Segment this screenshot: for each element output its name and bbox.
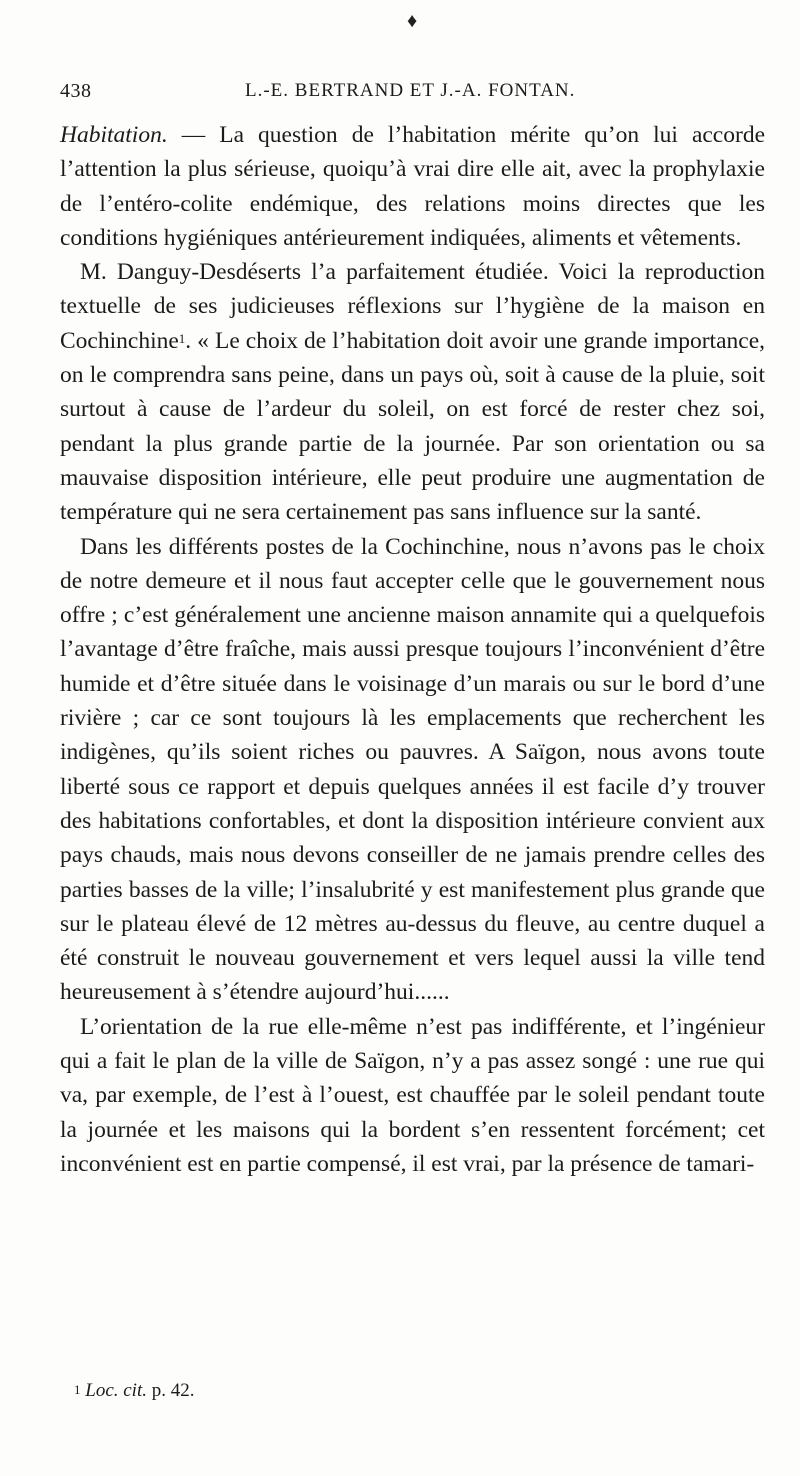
main-text — [60, 118, 765, 1181]
footnote-marker: 1 — [74, 1382, 81, 1397]
footnote-page: p. 42. — [147, 1380, 195, 1401]
printer-mark: ♦ — [407, 10, 418, 32]
paragraph-habitation — [60, 118, 765, 255]
footnote-source: Loc. cit. — [85, 1380, 147, 1401]
paragraph-text: . « Le choix de l’habitation doit avoir une grande importance, on le comprendra sans peine, dans un pays où, soit à cause de la pluie, soit surtout à cause de l’ardeur du soleil, on est forcé de rester chez soi, pendant la plus grande partie de la journée. Par son orientation ou sa mauvaise disposition intérieure, elle peut produire une augmentation de température qui ne sera certainement pas sans influence sur la santé. — [60, 327, 765, 526]
page-number: 438 — [60, 80, 92, 102]
section-lead: Habitation. — [60, 122, 168, 148]
paragraph-text: Dans les différents postes de la Cochinchine, nous n’avons pas le choix de notre demeure et il nous faut accepter celle que le gouvernement nous offre ; c’est généralement une ancienne maison annamite qui a quelquefois l’avantage d’être fraîche, mais aussi presque toujours l’inconvénient d’être humide et d’être située dans le voisinage d’un marais ou sur le bord d’une rivière ; car ce sont toujours là les emplacements que recherchent les indigènes, qu’ils soient riches ou pauvres. A Saïgon, nous avons toute liberté sous ce rapport et depuis quelques années il est facile d’y trouver des habitations confortables, et dont la disposition intérieure convient aux pays chauds, mais nous devons conseiller de ne jamais prendre celles des parties basses de la ville; l’insalubrité y est manifestement plus grande que sur le plateau élevé de 12 mètres au-dessus du fleuve, au centre duquel a été construit le nouveau gouvernement et vers lequel aussi la ville tend heureusement à s’étendre aujourd’hui...... — [60, 533, 765, 1006]
running-head: L.-E. BERTRAND ET J.-A. FONTAN. — [245, 80, 576, 101]
footnote — [74, 1380, 195, 1402]
paragraph-text: — La question de l’habitation mérite qu’on lui accorde l’attention la plus sérieuse, quoiqu’à vrai dire elle ait, avec la prophylaxie de l’entéro-colite endémique, des relations moins directes que les conditions hygiéniques antérieurement indiquées, aliments et vêtements. — [60, 122, 765, 251]
paragraph-text: M. Danguy-Desdéserts l’a parfaitement étudiée. Voici la reproduction textuelle de ses judicieuses réflexions sur l’hygiène de la maison en Cochinchine — [60, 259, 765, 354]
paragraph-text: L’orientation de la rue elle-même n’est pas indifférente, et l’ingénieur qui a fait le plan de la ville de Saïgon, n’y a pas assez songé : une rue qui va, par exemple, de l’est à l’ouest, est chauffée par le soleil pendant toute la journée et les maisons qui la bordent s’en ressentent forcément; cet inconvénient est en partie compensé, il est vrai, par la présence de tamari- — [60, 1013, 765, 1177]
page-header — [60, 80, 760, 108]
paragraph-quotation-intro — [60, 255, 765, 529]
footnote-reference: 1 — [178, 330, 186, 346]
paragraph-orientation — [60, 1010, 765, 1181]
paragraph-postes — [60, 530, 765, 1010]
